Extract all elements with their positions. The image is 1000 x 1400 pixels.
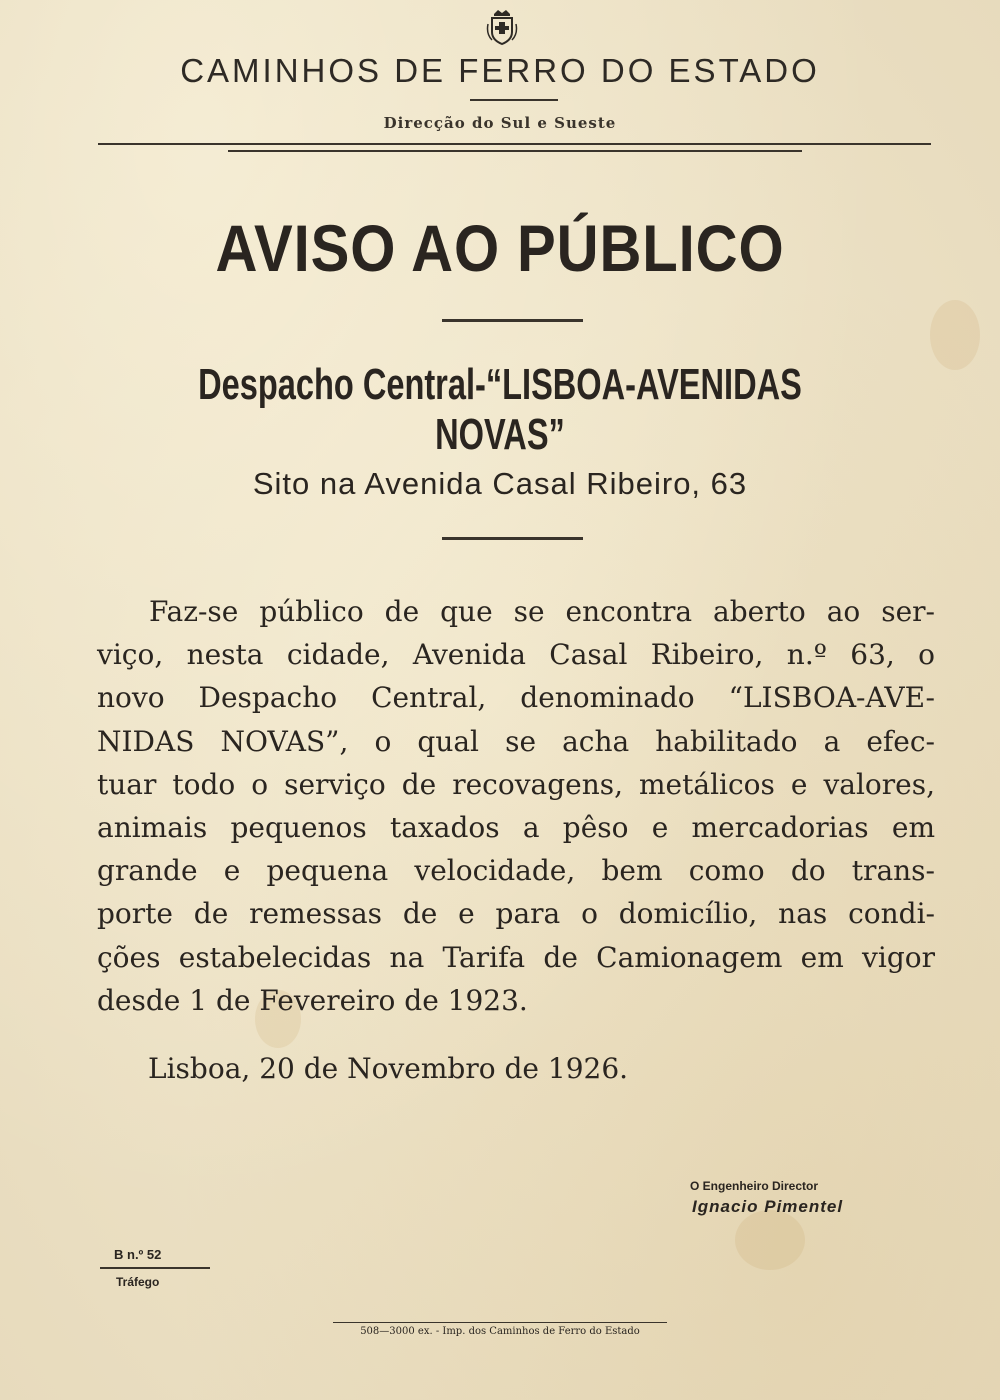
section-name: Tráfego [116,1275,160,1289]
body-line: desde 1 de Fevereiro de 1923. [97,983,528,1017]
signatory-title: O Engenheiro Director [690,1179,819,1193]
footer-rule [333,1322,667,1323]
body-line: viço, nesta cidade, Avenida Casal Ribeiro, n.º 63, o [97,638,935,672]
paper-stain [735,1210,805,1270]
organization-name: CAMINHOS DE FERRO DO ESTADO [180,52,820,89]
coat-of-arms-icon [486,4,518,46]
body-line: NIDAS NOVAS”, o qual se acha habilitado a efec- [97,724,935,758]
paper-stain [930,300,980,370]
bulletin-rule [100,1267,210,1269]
notice-title: AVISO AO PÚBLICO [215,211,785,285]
place-and-date: Lisboa, 20 de Novembro de 1926. [148,1052,629,1085]
header-rule [98,143,931,145]
bulletin-number: B n.º 52 [114,1247,162,1262]
body-line: ções estabelecidas na Tarifa de Camionagem em vigor [97,940,935,974]
office-address: Sito na Avenida Casal Ribeiro, 63 [252,466,748,501]
body-line: tuar todo o serviço de recovagens, metálicos e valores, [97,767,935,801]
header-rule-short [228,150,802,152]
body-line: novo Despacho Central, denominado “LISBOA-AVE- [97,681,935,715]
body-line: Faz-se público de que se encontra aberto ao ser- [149,595,935,628]
signatory-name: Ignacio Pimentel [692,1197,844,1216]
office-name: Despacho Central-“LISBOA-AVENIDAS NOVAS” [198,360,802,459]
notice-body [97,590,935,1022]
body-line: animais pequenos taxados a pêso e mercadorias em [97,810,935,844]
header-divider [470,99,558,101]
printer-imprint: 508—3000 ex. - Imp. dos Caminhos de Ferro do Estado [360,1326,640,1337]
body-line: porte de remessas de e para o domicílio, nas condi- [97,897,935,931]
address-divider [442,537,583,540]
division-name: Direcção do Sul e Sueste [383,114,617,132]
body-line: grande e pequena velocidade, bem como do trans- [97,854,935,888]
title-divider [442,319,583,322]
